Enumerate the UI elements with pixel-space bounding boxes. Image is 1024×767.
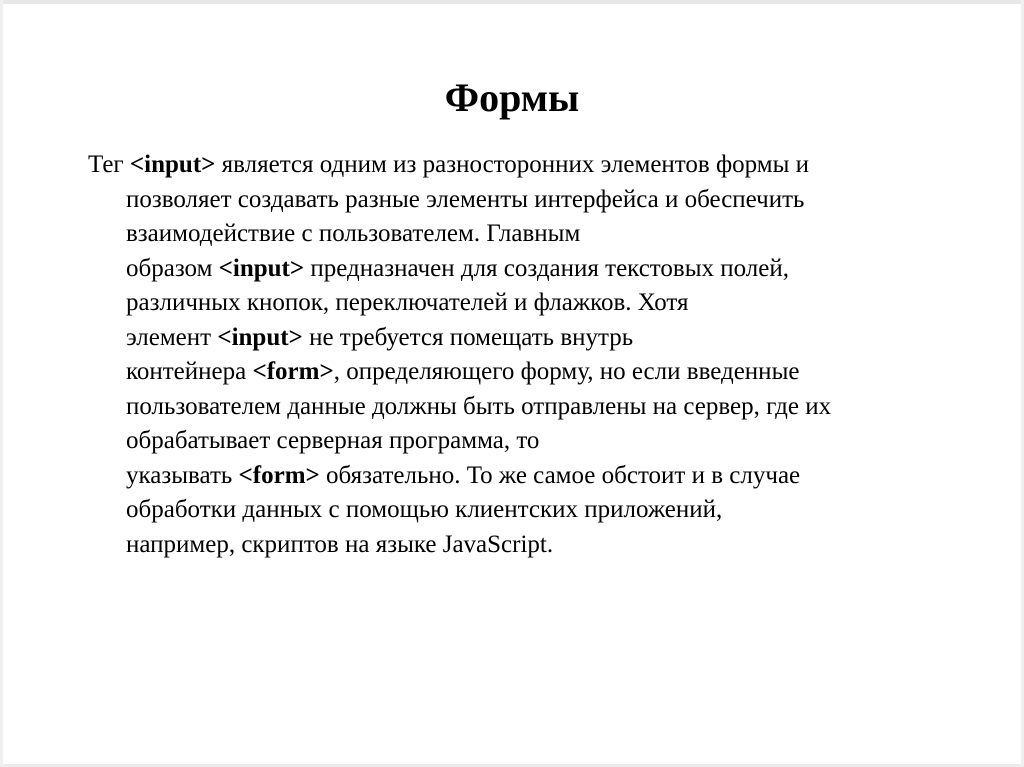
line-text: является одним из разносторонних элементов формы и (215, 151, 810, 178)
body-line-9 (88, 424, 948, 459)
body-line-1 (88, 148, 948, 183)
body-line-3 (88, 217, 948, 252)
line-text: обязательно. То же самое обстоит и в случае (319, 461, 801, 489)
slide-title: Формы (444, 75, 580, 120)
body-line-7 (88, 355, 948, 390)
line-text: пользователем данные должны быть отправлены на сервер, где их (126, 392, 832, 420)
line-text: , определяющего форму, но если введенные (333, 358, 800, 385)
line-text: элемент (126, 323, 218, 351)
line-text: различных кнопок, переключателей и флажков. Хотя (126, 289, 689, 316)
line-text: обработки данных с помощью клиентских приложений, (126, 496, 723, 523)
line-text: образом (126, 254, 219, 282)
body-line-12 (88, 528, 948, 563)
line-text: Тег (88, 151, 130, 178)
form-tag-text: <form> (238, 461, 320, 489)
body-line-4 (88, 252, 948, 287)
input-tag-text: <input> (217, 323, 303, 351)
line-text: предназначен для создания текстовых полей, (304, 254, 789, 282)
line-text: контейнера (126, 358, 253, 385)
body-line-2 (88, 183, 948, 218)
line-text: не требуется помещать внутрь (302, 323, 634, 351)
line-text: взаимодействие с пользователем. Главным (126, 220, 581, 247)
body-line-5 (88, 286, 948, 321)
body-line-8 (88, 390, 948, 425)
line-text: например, скриптов на языке JavaScript. (126, 530, 554, 558)
body-line-11 (88, 493, 948, 528)
form-tag-text: <form> (252, 358, 334, 385)
input-tag-text: <input> (129, 151, 216, 178)
body-line-10 (88, 459, 948, 494)
slide-body (88, 148, 948, 562)
line-text: указывать (126, 461, 239, 489)
line-text: обрабатывает серверная программа, то (126, 427, 540, 454)
body-line-6 (88, 321, 948, 356)
input-tag-text: <input> (218, 254, 305, 282)
line-text: позволяет создавать разные элементы интерфейса и обеспечить (126, 185, 805, 213)
slide-border-top (0, 0, 1024, 4)
